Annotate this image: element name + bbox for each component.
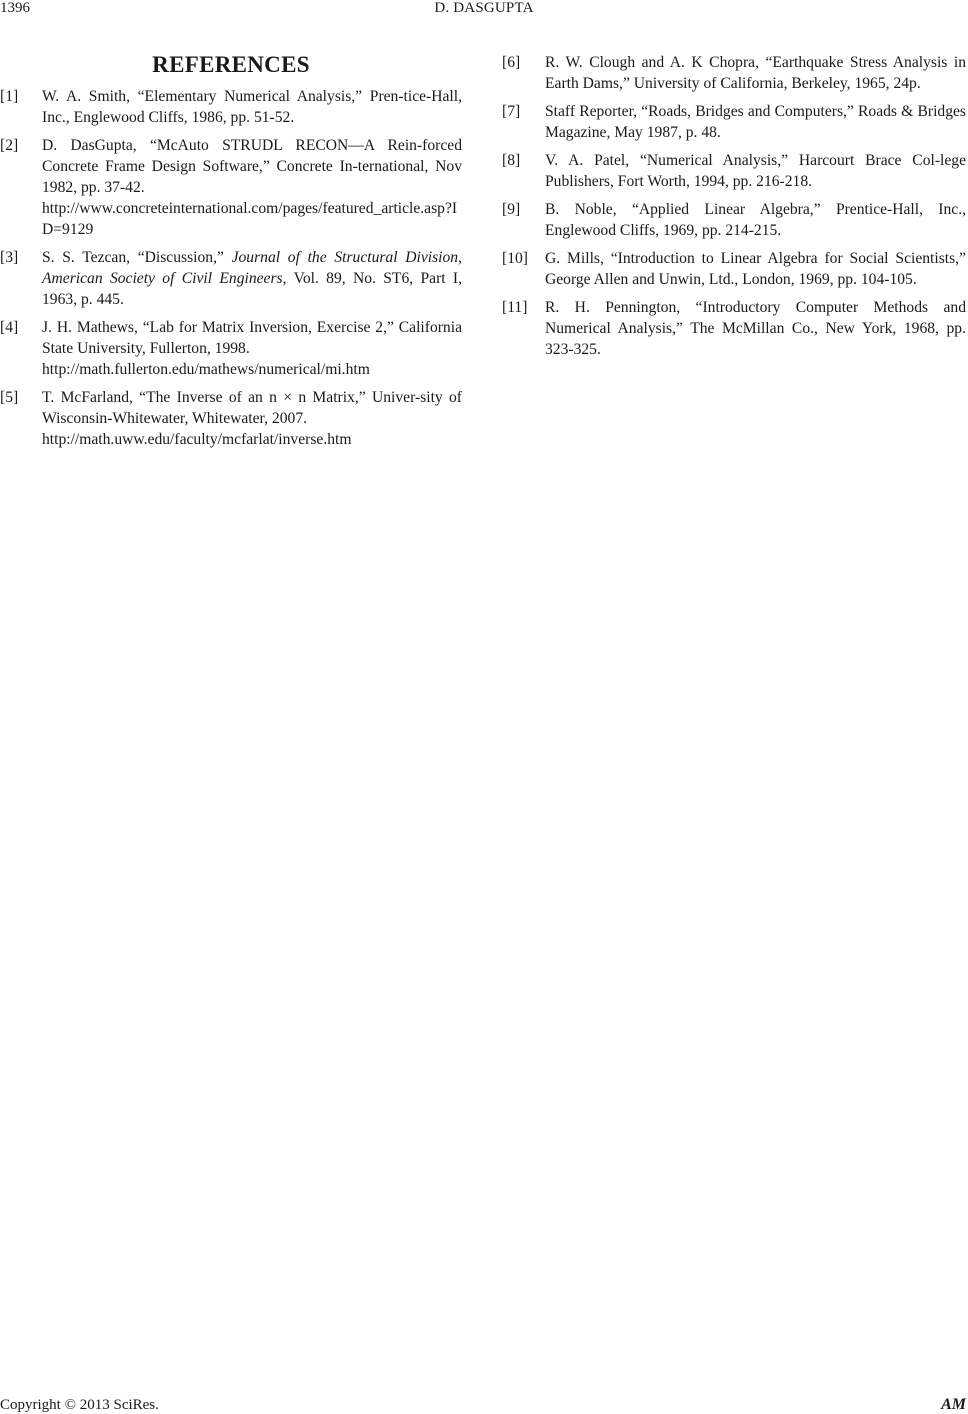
journal-name: Journal of the Structural Division	[231, 249, 459, 266]
reference-number: [9]	[502, 201, 521, 218]
reference-body	[42, 135, 462, 240]
society-name: American Society of Civil Engineers	[42, 270, 283, 287]
reference-number: [5]	[0, 389, 19, 406]
reference-url[interactable]: http://math.fullerton.edu/mathews/numerical/mi.htm	[42, 361, 370, 378]
reference-item	[502, 52, 966, 94]
reference-item	[0, 247, 462, 310]
reference-item	[502, 150, 966, 192]
reference-number: [10]	[502, 250, 528, 267]
reference-item	[0, 135, 462, 240]
reference-number: [8]	[502, 152, 521, 169]
separator: ,	[458, 249, 462, 266]
reference-url[interactable]: http://math.uww.edu/faculty/mcfarlat/inverse.htm	[42, 431, 352, 448]
reference-item	[502, 297, 966, 360]
page-number: 1396	[0, 0, 30, 16]
reference-text: R. W. Clough and A. K Chopra, “Earthquake Stress Analysis in Earth Dams,” University of California, Berkeley, 1965, 24p.	[545, 54, 966, 92]
reference-text: Staff Reporter, “Roads, Bridges and Computers,” Roads & Bridges Magazine, May 1987, p. 48.	[545, 103, 966, 141]
reference-text-end: , Vol. 89, No. ST6, Part I, 1963, p. 445.	[42, 270, 463, 308]
footer-journal-abbr: AM	[941, 1396, 966, 1413]
reference-text: T. McFarland, “The Inverse of an n × n Matrix,” Univer-sity of Wisconsin-Whitewater, Whitewater, 2007.	[42, 389, 462, 427]
reference-number: [2]	[0, 137, 19, 154]
references-title: REFERENCES	[152, 52, 310, 77]
reference-item	[502, 248, 966, 290]
reference-number: [11]	[502, 299, 528, 316]
right-column	[502, 52, 966, 367]
reference-text: D. DasGupta, “McAuto STRUDL RECON—A Rein-forced Concrete Frame Design Software,” Concrete In-ternational, Nov 1982, pp. 37-42.	[42, 137, 462, 196]
reference-text: W. A. Smith, “Elementary Numerical Analysis,” Pren-tice-Hall, Inc., Englewood Cliffs, 1986, pp. 51-52.	[42, 88, 462, 126]
reference-number: [3]	[0, 249, 19, 266]
reference-item	[502, 199, 966, 241]
footer-copyright: Copyright © 2013 SciRes.	[0, 1397, 159, 1413]
reference-url[interactable]: http://www.concreteinternational.com/pages/featured_article.asp?ID=9129	[42, 200, 458, 238]
reference-body	[42, 387, 462, 450]
reference-text: V. A. Patel, “Numerical Analysis,” Harcourt Brace Col-lege Publishers, Fort Worth, 1994, pp. 216-218.	[545, 152, 966, 190]
reference-text: G. Mills, “Introduction to Linear Algebra for Social Scientists,” George Allen and Unwin, Ltd., London, 1969, pp. 104-105.	[545, 250, 966, 288]
reference-number: [4]	[0, 319, 19, 336]
reference-number: [1]	[0, 88, 19, 105]
reference-text: B. Noble, “Applied Linear Algebra,” Prentice-Hall, Inc., Englewood Cliffs, 1969, pp. 214-215.	[545, 201, 966, 239]
reference-item	[0, 387, 462, 450]
reference-item	[0, 317, 462, 380]
reference-body	[42, 317, 462, 380]
reference-text: J. H. Mathews, “Lab for Matrix Inversion, Exercise 2,” California State University, Fullerton, 1998.	[42, 319, 462, 357]
reference-text: R. H. Pennington, “Introductory Computer Methods and Numerical Analysis,” The McMillan Co., New York, 1968, pp. 323-325.	[545, 299, 966, 358]
running-head: D. DASGUPTA	[434, 0, 534, 16]
reference-item	[0, 86, 462, 128]
reference-item	[502, 101, 966, 143]
reference-body	[42, 247, 462, 310]
reference-number: [6]	[502, 54, 521, 71]
reference-number: [7]	[502, 103, 521, 120]
left-column	[0, 52, 462, 457]
reference-text: S. S. Tezcan, “Discussion,”	[42, 249, 232, 266]
